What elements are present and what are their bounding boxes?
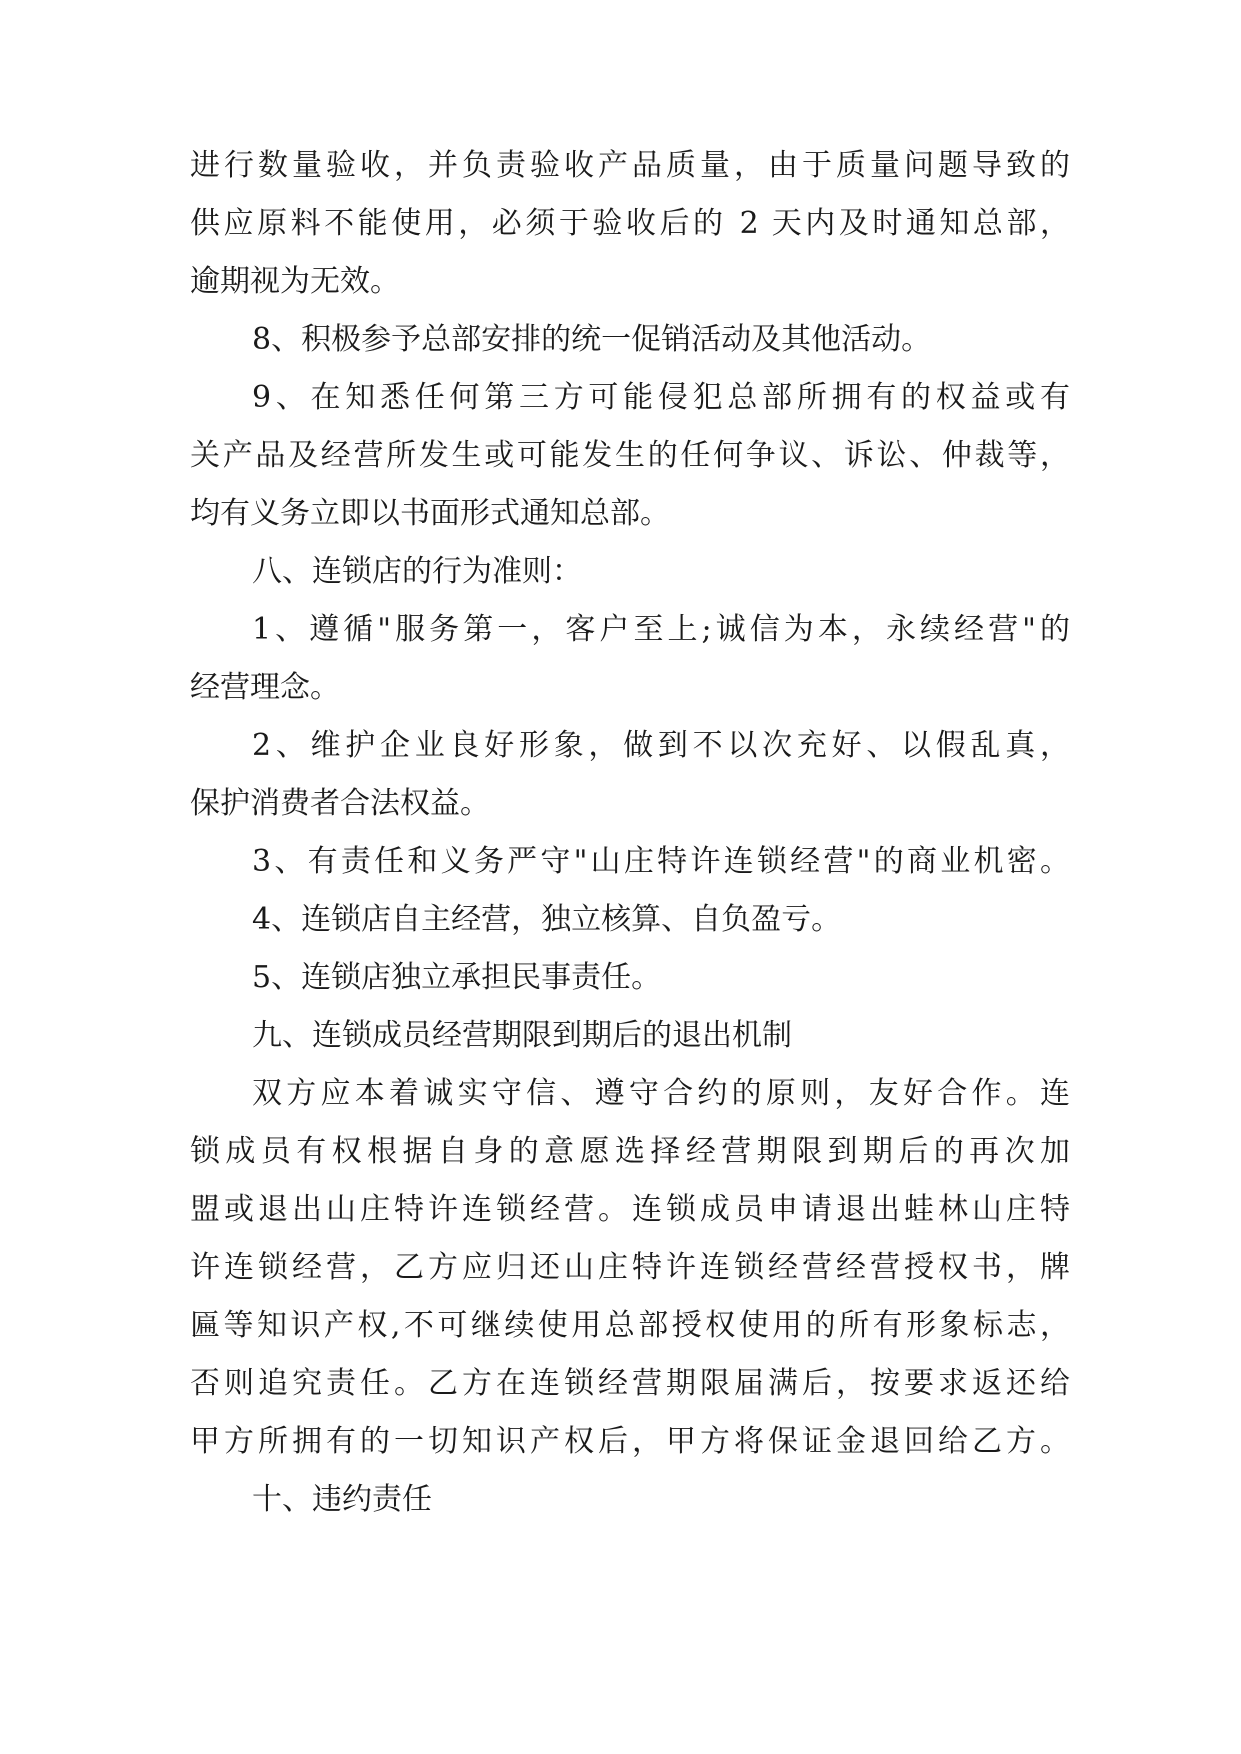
paragraph-line: 双方应本着诚实守信、遵守合约的原则，友好合作。连	[252, 1076, 1070, 1111]
body-text-line: 保护消费者合法权益。	[190, 786, 490, 821]
paragraph-line: 否则追究责任。乙方在连锁经营期限届满后，按要求返还给	[190, 1366, 1070, 1401]
section-heading-8: 八、连锁店的行为准则：	[252, 554, 582, 589]
body-text-line: 进行数量验收，并负责验收产品质量，由于质量问题导致的	[190, 148, 1070, 183]
list-item-4: 4、连锁店自主经营，独立核算、自负盈亏。	[252, 902, 842, 937]
paragraph-line: 锁成员有权根据自身的意愿选择经营期限到期后的再次加	[190, 1134, 1070, 1169]
section-heading-9: 九、连锁成员经营期限到期后的退出机制	[252, 1018, 792, 1053]
list-item-1: 1、遵循"服务第一，客户至上;诚信为本，永续经营"的	[252, 612, 1070, 647]
body-text-line: 供应原料不能使用，必须于验收后的 2 天内及时通知总部，	[190, 206, 1070, 241]
body-text-line: 关产品及经营所发生或可能发生的任何争议、诉讼、仲裁等，	[190, 438, 1070, 473]
list-item-3: 3、有责任和义务严守"山庄特许连锁经营"的商业机密。	[252, 844, 1070, 879]
body-text-line: 经营理念。	[190, 670, 340, 705]
paragraph-line: 许连锁经营，乙方应归还山庄特许连锁经营经营授权书，牌	[190, 1250, 1070, 1285]
paragraph-line: 匾等知识产权,不可继续使用总部授权使用的所有形象标志，	[190, 1308, 1070, 1343]
list-item-8: 8、积极参予总部安排的统一促销活动及其他活动。	[252, 322, 932, 357]
list-item-5: 5、连锁店独立承担民事责任。	[252, 960, 662, 995]
body-text-line: 逾期视为无效。	[190, 264, 400, 299]
body-text-line: 均有义务立即以书面形式通知总部。	[190, 496, 670, 531]
paragraph-line: 盟或退出山庄特许连锁经营。连锁成员申请退出蛙林山庄特	[190, 1192, 1070, 1227]
paragraph-line: 甲方所拥有的一切知识产权后，甲方将保证金退回给乙方。	[190, 1424, 1070, 1459]
list-item-2: 2、维护企业良好形象，做到不以次充好、以假乱真，	[252, 728, 1070, 763]
section-heading-10: 十、违约责任	[252, 1482, 432, 1517]
list-item-9: 9、在知悉任何第三方可能侵犯总部所拥有的权益或有	[252, 380, 1070, 415]
